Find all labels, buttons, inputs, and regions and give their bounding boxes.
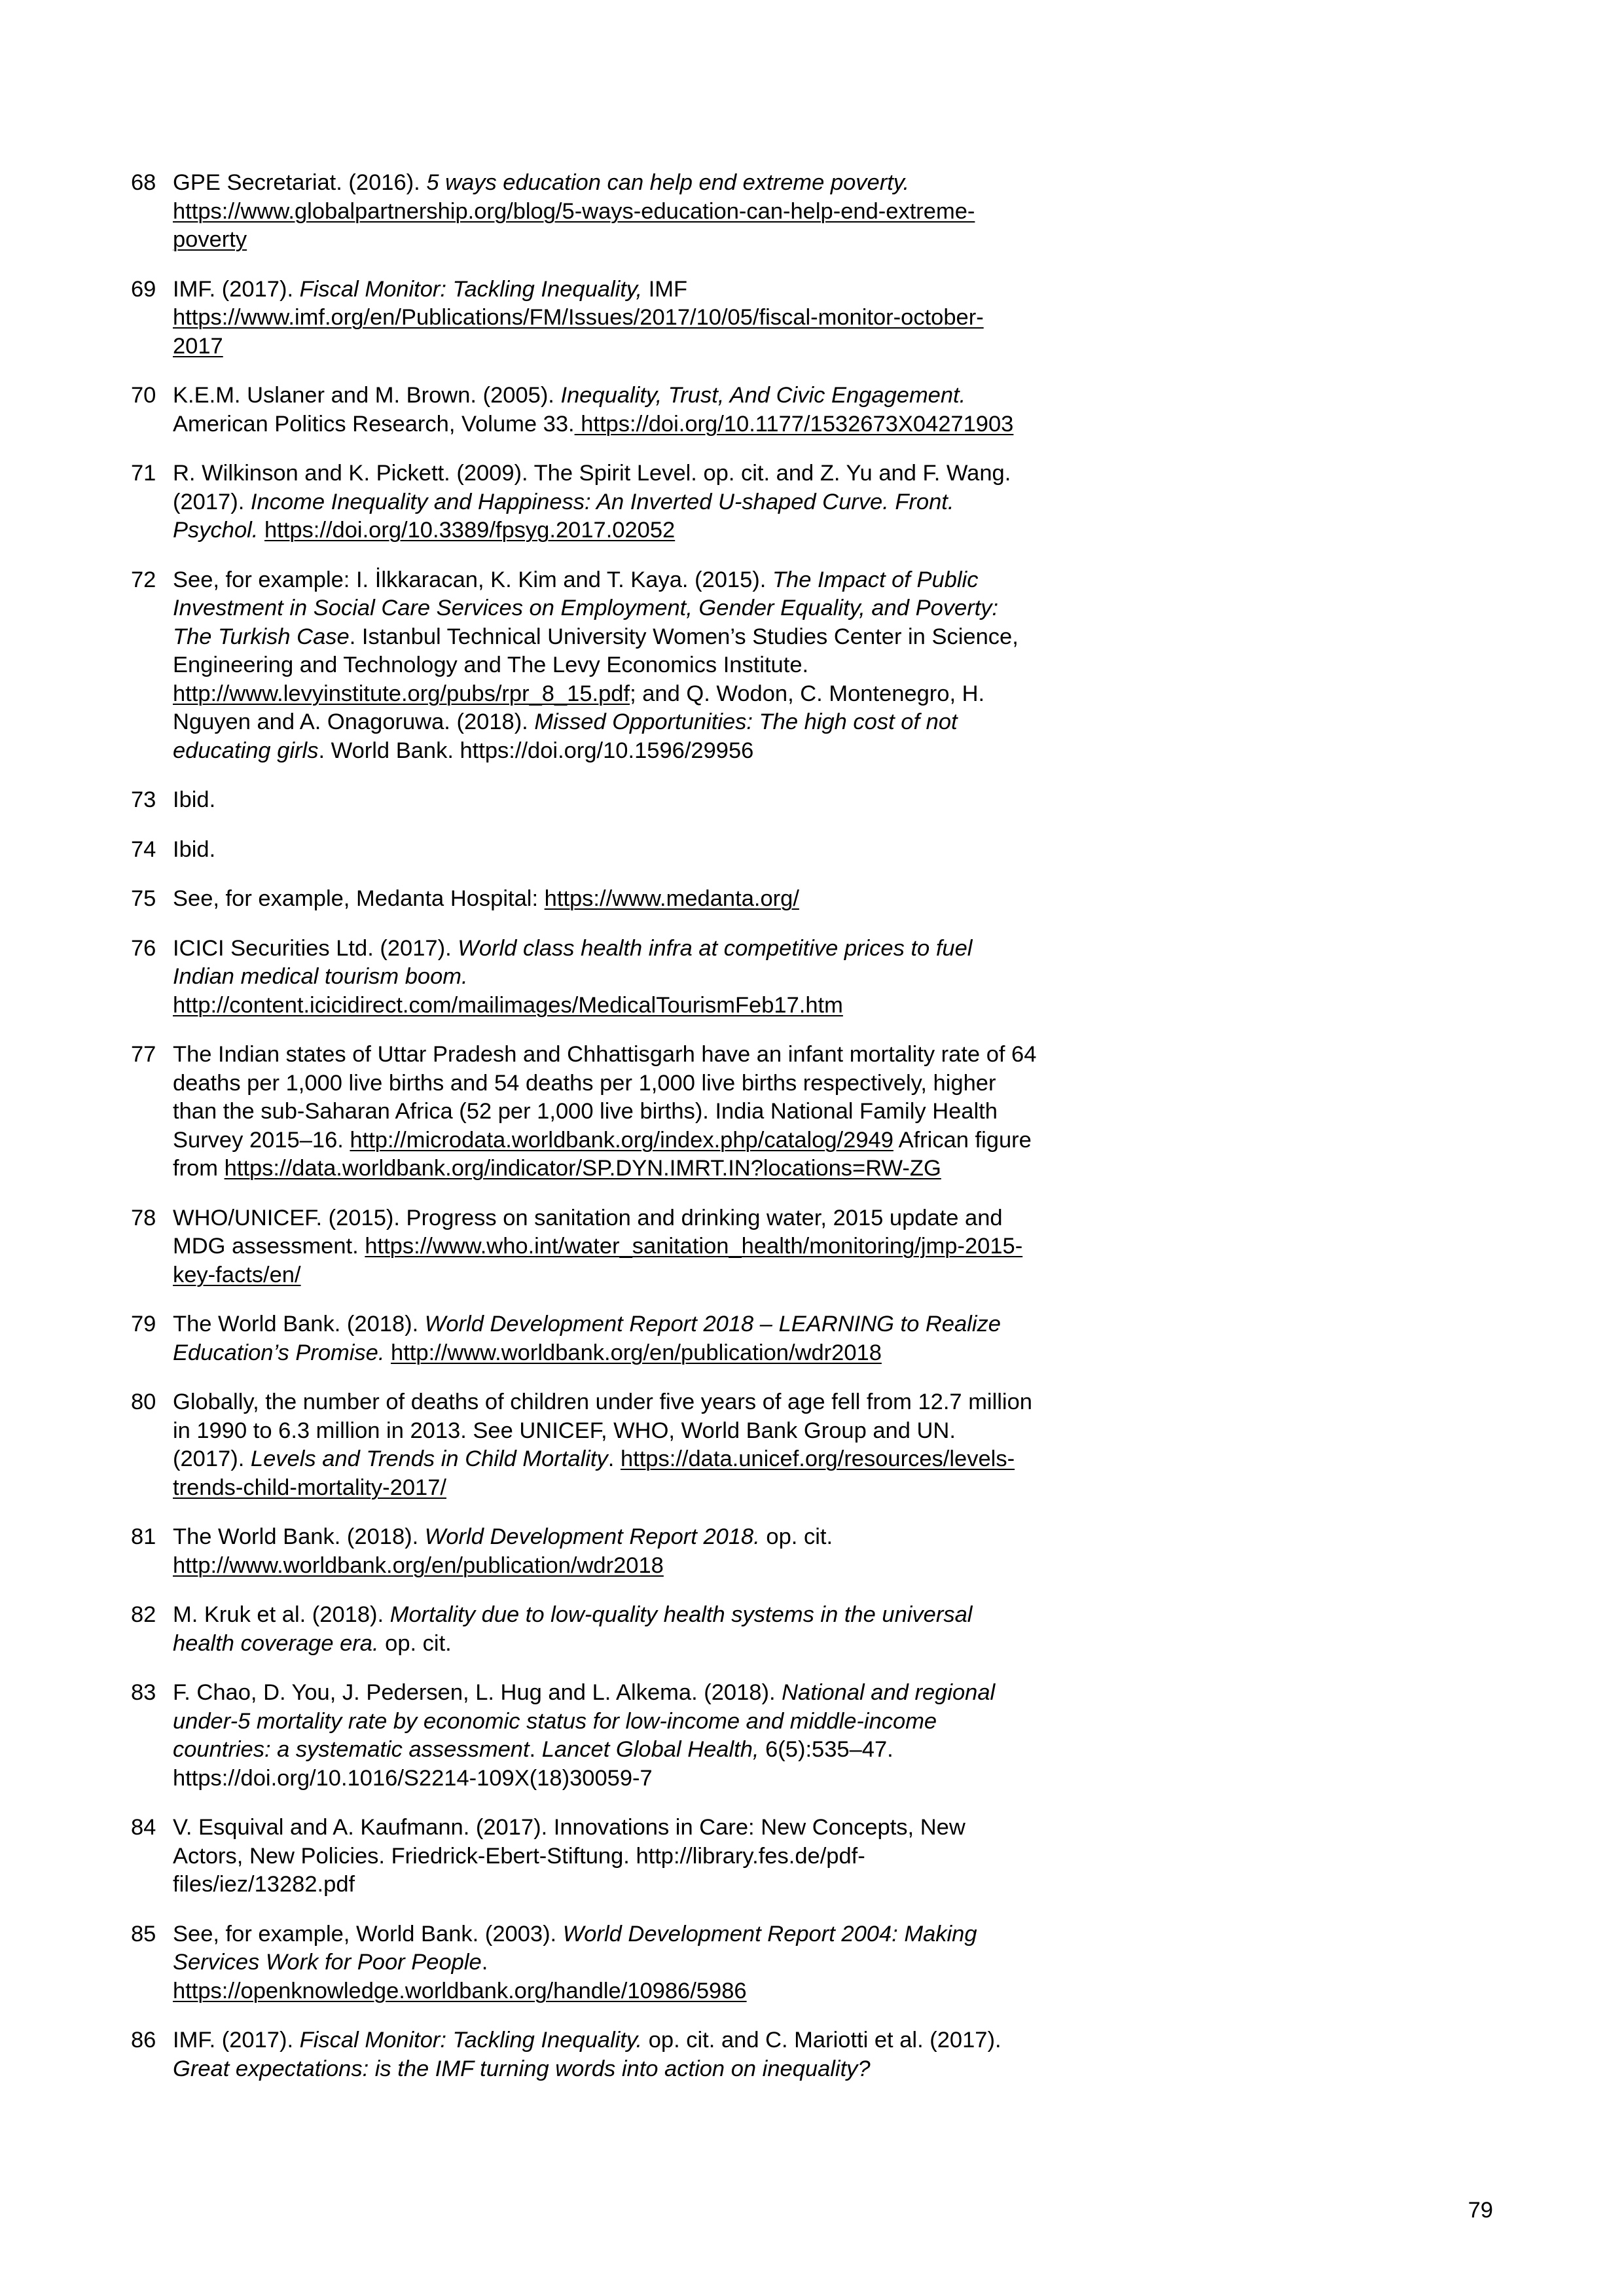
citation-title: World class health infra at competitive prices to fuel	[458, 935, 973, 961]
endnote-73	[131, 786, 1152, 815]
endnote-number: 79	[131, 1312, 156, 1336]
endnote-text	[173, 1814, 1152, 1899]
citation-link[interactable]: poverty	[173, 227, 247, 252]
endnote-text	[173, 1204, 1152, 1290]
citation-text: See, for example, Medanta Hospital:	[173, 886, 545, 911]
citation-text: IMF. (2017).	[173, 2028, 300, 2053]
citation-text: Globally, the number of deaths of children under five years of age fell from 12.7 million	[173, 1390, 1032, 1414]
citation-link[interactable]: https://data.worldbank.org/indicator/SP.DYN.IMRT.IN?locations=RW-ZG	[224, 1156, 941, 1181]
endnote-number: 83	[131, 1680, 156, 1705]
endnote-72	[131, 566, 1152, 766]
endnote-line	[173, 169, 1152, 198]
endnote-line	[173, 382, 1152, 410]
page-number: 79	[1468, 2198, 1493, 2223]
endnote-number: 84	[131, 1815, 156, 1840]
endnote-line	[173, 1417, 1152, 1446]
endnote-line	[173, 935, 1152, 963]
endnote-text	[173, 459, 1152, 545]
citation-title: Investment in Social Care Services on Employment, Gender Equality, and Poverty:	[173, 596, 999, 620]
endnote-76	[131, 935, 1152, 1020]
citation-text: 6(5):535–47.	[759, 1737, 893, 1762]
citation-title: under-5 mortality rate by economic status for low-income and middle-income	[173, 1708, 937, 1734]
endnote-line	[173, 1310, 1152, 1339]
citation-text: American Politics Research, Volume 33.	[173, 411, 575, 437]
endnote-81	[131, 1523, 1152, 1580]
citation-link[interactable]: http://www.worldbank.org/en/publication/wdr2018	[391, 1340, 882, 1365]
endnote-number: 71	[131, 461, 156, 486]
citation-title: Inequality, Trust, And Civic Engagement.	[560, 383, 966, 408]
endnote-text	[173, 786, 1152, 815]
citation-title: 5 ways education can help end extreme poverty.	[426, 170, 910, 195]
citation-title: Levels and Trends in Child Mortality	[250, 1446, 608, 1471]
endnote-line	[173, 651, 1152, 680]
endnote-line	[173, 1977, 1152, 2006]
citation-link[interactable]: https://openknowledge.worldbank.org/handle/10986/5986	[173, 1978, 747, 2003]
endnote-text	[173, 1041, 1152, 1183]
citation-title: Education’s Promise.	[173, 1340, 385, 1365]
endnote-83	[131, 1679, 1152, 1793]
citation-text: V. Esquival and A. Kaufmann. (2017). Innovations in Care: New Concepts, New	[173, 1815, 965, 1840]
endnote-text	[173, 1388, 1152, 1502]
endnote-line	[173, 1474, 1152, 1503]
citation-text: op. cit. and C. Mariotti et al. (2017).	[642, 2028, 1001, 2053]
endnote-75	[131, 885, 1152, 914]
citation-link[interactable]: https://data.unicef.org/resources/levels-	[620, 1446, 1015, 1471]
citation-link[interactable]: https://doi.org/10.3389/fpsyg.2017.02052	[264, 518, 676, 543]
citation-text: .	[529, 1737, 542, 1762]
endnote-text	[173, 836, 1152, 865]
citation-text: . Istanbul Technical University Women’s Studies Center in Science,	[349, 624, 1019, 649]
endnote-text	[173, 935, 1152, 1020]
endnote-line	[173, 836, 1152, 865]
endnote-line	[173, 1601, 1152, 1630]
endnote-number: 77	[131, 1042, 156, 1067]
citation-title: Indian medical tourism boom.	[173, 964, 468, 989]
citation-text: African figure	[893, 1127, 1032, 1153]
citation-text: IMF. (2017).	[173, 276, 300, 302]
citation-text: .	[607, 1446, 621, 1471]
endnote-text	[173, 2026, 1152, 2083]
citation-title: Fiscal Monitor: Tackling Inequality.	[299, 2028, 643, 2053]
endnote-line	[173, 623, 1152, 652]
endnote-line	[173, 708, 1152, 737]
endnote-number: 76	[131, 935, 156, 961]
citation-title: Mortality due to low-quality health systems in the universal	[389, 1602, 973, 1627]
endnote-text	[173, 1920, 1152, 2006]
citation-title: Great expectations: is the IMF turning words into action on inequality?	[173, 2056, 871, 2081]
citation-text	[384, 1340, 391, 1365]
endnote-line	[173, 1708, 1152, 1736]
citation-text: https://doi.org/10.1016/S2214-109X(18)30059-7	[173, 1765, 653, 1791]
citation-text: deaths per 1,000 live births and 54 deaths per 1,000 live births respectively, higher	[173, 1070, 996, 1096]
citation-text: op. cit.	[378, 1630, 452, 1656]
endnote-text	[173, 1523, 1152, 1580]
citation-text: WHO/UNICEF. (2015). Progress on sanitation and drinking water, 2015 update and	[173, 1205, 1003, 1230]
endnote-line	[173, 1155, 1152, 1183]
citation-text: Actors, New Policies. Friedrick-Ebert-Stiftung. http://library.fes.de/pdf-	[173, 1843, 865, 1869]
citation-text: K.E.M. Uslaner and M. Brown. (2005).	[173, 383, 561, 408]
citation-title: National and regional	[782, 1680, 996, 1705]
citation-text: from	[173, 1156, 225, 1181]
endnote-line	[173, 680, 1152, 709]
endnote-line	[173, 276, 1152, 304]
citation-text: GPE Secretariat. (2016).	[173, 170, 427, 195]
citation-title: World Development Report 2004: Making	[562, 1921, 977, 1946]
citation-link[interactable]: https://www.globalpartnership.org/blog/5-ways-education-can-help-end-extreme-	[173, 198, 975, 224]
endnote-68	[131, 169, 1152, 255]
endnote-line	[173, 1445, 1152, 1474]
endnotes-list	[131, 169, 1152, 2104]
citation-title: educating girls	[173, 738, 319, 763]
endnote-line	[173, 737, 1152, 766]
endnote-number: 68	[131, 170, 156, 195]
citation-title: Missed Opportunities: The high cost of not	[534, 709, 958, 734]
endnote-line	[173, 1679, 1152, 1708]
endnote-line	[173, 885, 1152, 914]
endnote-line	[173, 1920, 1152, 1949]
endnote-line	[173, 1339, 1152, 1368]
citation-text: The Indian states of Uttar Pradesh and Chhattisgarh have an infant mortality rate of 64	[173, 1042, 1037, 1067]
citation-link[interactable]: http://www.worldbank.org/en/publication/wdr2018	[173, 1552, 664, 1578]
citation-text: ICICI Securities Ltd. (2017).	[173, 935, 458, 961]
citation-text: See, for example, World Bank. (2003).	[173, 1921, 563, 1946]
endnote-line	[173, 1814, 1152, 1842]
citation-text: . World Bank. https://doi.org/10.1596/29956	[318, 738, 754, 763]
citation-link[interactable]: http://microdata.worldbank.org/index.php/catalog/2949	[350, 1127, 893, 1153]
citation-title: The Turkish Case	[173, 624, 350, 649]
endnote-line	[173, 198, 1152, 226]
endnote-line	[173, 1126, 1152, 1155]
endnote-number: 85	[131, 1921, 156, 1946]
endnote-number: 81	[131, 1524, 156, 1549]
endnote-line	[173, 516, 1152, 545]
endnote-number: 80	[131, 1390, 156, 1414]
endnote-text	[173, 1679, 1152, 1793]
endnote-line	[173, 1765, 1152, 1793]
endnote-number: 69	[131, 276, 156, 302]
endnote-80	[131, 1388, 1152, 1502]
endnote-number: 78	[131, 1205, 156, 1230]
citation-text: than the sub-Saharan Africa (52 per 1,000 live births). India National Family Health	[173, 1099, 998, 1124]
citation-link[interactable]: http://www.levyinstitute.org/pubs/rpr_8_15.pdf	[173, 681, 630, 706]
citation-text	[258, 518, 264, 543]
endnote-number: 73	[131, 787, 156, 812]
citation-title: World Development Report 2018 – LEARNING to Realize	[424, 1312, 1001, 1336]
citation-text: IMF	[642, 276, 688, 302]
endnote-text	[173, 382, 1152, 439]
endnote-line	[173, 1204, 1152, 1233]
endnote-text	[173, 169, 1152, 255]
endnote-line	[173, 226, 1152, 255]
endnote-line	[173, 1069, 1152, 1098]
endnote-number: 74	[131, 836, 156, 862]
citation-text: ; and Q. Wodon, C. Montenegro, H.	[630, 681, 985, 706]
citation-link[interactable]: trends-child-mortality-2017/	[173, 1475, 446, 1500]
endnote-74	[131, 836, 1152, 865]
endnote-line	[173, 594, 1152, 623]
citation-title: health coverage era.	[173, 1630, 379, 1656]
citation-link[interactable]: https://www.who.int/water_sanitation_health/monitoring/jmp-2015-	[365, 1234, 1023, 1259]
endnote-line	[173, 459, 1152, 488]
endnote-number: 82	[131, 1602, 156, 1627]
endnote-number: 72	[131, 567, 156, 592]
endnote-line	[173, 2055, 1152, 2084]
citation-title: Income Inequality and Happiness: An Inverted U-shaped Curve. Front.	[250, 489, 954, 514]
endnote-69	[131, 276, 1152, 361]
citation-text: (2017).	[173, 1446, 251, 1471]
endnote-70	[131, 382, 1152, 439]
endnote-line	[173, 992, 1152, 1020]
citation-text: files/iez/13282.pdf	[173, 1872, 355, 1897]
endnote-text	[173, 1601, 1152, 1658]
citation-text: Survey 2015–16.	[173, 1127, 350, 1153]
citation-title: Psychol.	[173, 518, 259, 543]
endnote-number: 70	[131, 383, 156, 408]
citation-text: Engineering and Technology and The Levy Economics Institute.	[173, 653, 809, 677]
citation-link[interactable]: 2017	[173, 333, 223, 359]
endnote-number: 75	[131, 886, 156, 911]
citation-link[interactable]: https://www.medanta.org/	[544, 886, 799, 911]
endnote-77	[131, 1041, 1152, 1183]
endnote-line	[173, 1552, 1152, 1581]
endnote-line	[173, 1630, 1152, 1659]
endnote-text	[173, 885, 1152, 914]
endnote-line	[173, 488, 1152, 517]
endnote-text	[173, 1310, 1152, 1367]
endnote-line	[173, 1736, 1152, 1765]
endnote-79	[131, 1310, 1152, 1367]
citation-title: The Impact of Public	[772, 567, 979, 592]
citation-link[interactable]: http://content.icicidirect.com/mailimages/MedicalTourismFeb17.htm	[173, 992, 843, 1018]
citation-link[interactable]: https://doi.org/10.1177/1532673X04271903	[574, 411, 1014, 437]
endnote-line	[173, 1098, 1152, 1126]
endnote-84	[131, 1814, 1152, 1899]
citation-link[interactable]: key-facts/en/	[173, 1262, 301, 1287]
endnote-line	[173, 1041, 1152, 1069]
citation-text: .	[481, 1950, 488, 1975]
citation-text: The World Bank. (2018).	[173, 1312, 425, 1336]
citation-text: The World Bank. (2018).	[173, 1524, 425, 1549]
citation-text: op. cit.	[759, 1524, 833, 1549]
endnote-line	[173, 1871, 1152, 1899]
endnote-82	[131, 1601, 1152, 1658]
citation-text: R. Wilkinson and K. Pickett. (2009). The Spirit Level. op. cit. and Z. Yu and F. Wang.	[173, 461, 1011, 486]
citation-link[interactable]: https://www.imf.org/en/Publications/FM/Issues/2017/10/05/fiscal-monitor-october-	[173, 305, 984, 330]
endnote-line	[173, 304, 1152, 332]
endnote-line	[173, 566, 1152, 595]
citation-text: Ibid.	[173, 787, 216, 812]
endnote-85	[131, 1920, 1152, 2006]
citation-text: MDG assessment.	[173, 1234, 365, 1259]
endnote-line	[173, 1523, 1152, 1552]
citation-title: Fiscal Monitor: Tackling Inequality,	[299, 276, 643, 302]
endnote-text	[173, 566, 1152, 766]
endnote-86	[131, 2026, 1152, 2083]
endnote-text	[173, 276, 1152, 361]
citation-text: See, for example: I. İlkkaracan, K. Kim and T. Kaya. (2015).	[173, 567, 772, 592]
endnote-line	[173, 1948, 1152, 1977]
endnote-number: 86	[131, 2028, 156, 2053]
citation-text: F. Chao, D. You, J. Pedersen, L. Hug and L. Alkema. (2018).	[173, 1680, 782, 1705]
endnote-line	[173, 2026, 1152, 2055]
endnote-line	[173, 332, 1152, 361]
citation-title: Lancet Global Health,	[541, 1737, 759, 1762]
citation-title: World Development Report 2018.	[424, 1524, 760, 1549]
citation-text: (2017).	[173, 489, 251, 514]
citation-title: countries: a systematic assessment	[173, 1737, 530, 1762]
citation-text: M. Kruk et al. (2018).	[173, 1602, 390, 1627]
endnote-78	[131, 1204, 1152, 1290]
citation-text: Nguyen and A. Onagoruwa. (2018).	[173, 709, 535, 734]
endnote-line	[173, 1388, 1152, 1417]
endnote-71	[131, 459, 1152, 545]
endnote-line	[173, 963, 1152, 992]
endnote-line	[173, 786, 1152, 815]
endnote-line	[173, 1232, 1152, 1261]
citation-title: Services Work for Poor People	[173, 1950, 482, 1975]
endnote-line	[173, 410, 1152, 439]
endnote-line	[173, 1842, 1152, 1871]
citation-text: Ibid.	[173, 836, 216, 862]
citation-text: in 1990 to 6.3 million in 2013. See UNICEF, WHO, World Bank Group and UN.	[173, 1418, 956, 1443]
endnote-line	[173, 1261, 1152, 1290]
